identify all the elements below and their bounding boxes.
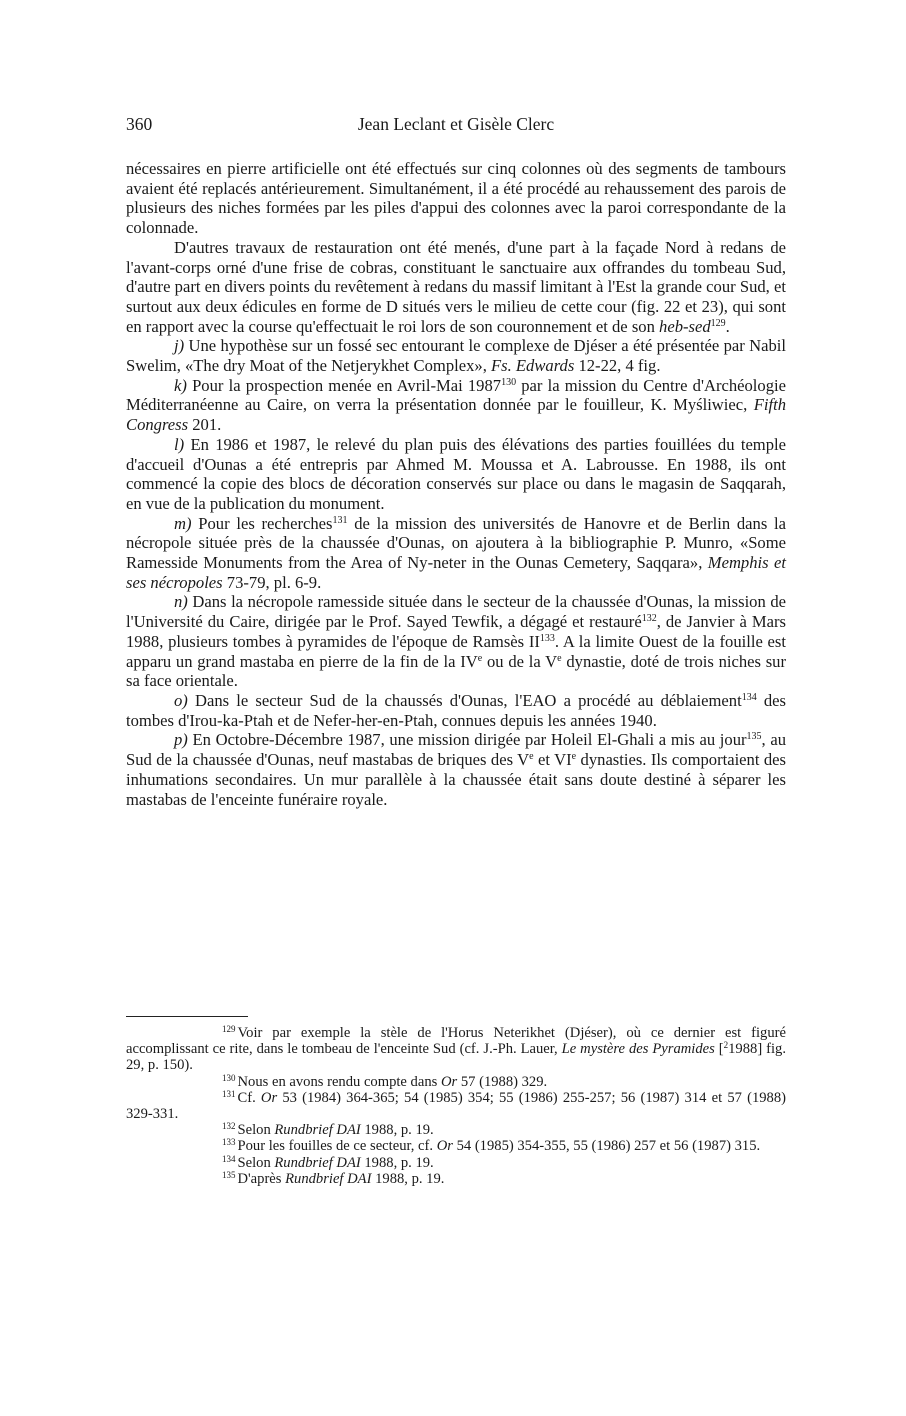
running-header xyxy=(126,114,786,140)
page-number: 360 xyxy=(126,114,153,134)
footnote-ref: 134 xyxy=(741,691,757,703)
footnotes xyxy=(126,1025,786,1187)
footnote: $^{132}$ Selon Rundbrief DAI 1988, p. 19. xyxy=(222,1121,434,1139)
footnote: $^{135}$ D'après Rundbrief DAI 1988, p. 19. xyxy=(222,1169,445,1187)
paragraph: D'autres travaux de restauration ont été menés, d'une part à la façade Nord à redans de l'avant-corps orné d'une frise de cobras, constituant le sanctuaire aux offrandes du tombeau Sud, d'autre part en divers points du revêtement à redans du massif limitant à l'Est la grande cour Sud, et surtout aux deux édicules en forme de D situés vers le milieu de cette cour (fig. 22 et 23), qui sont en rapport avec la course qu'effectuait le roi lors de son couronnement et de son heb-sed$^{129}$. xyxy=(126,237,786,336)
footnote-separator xyxy=(126,1016,248,1017)
footnote-ref: 131 xyxy=(332,514,348,526)
paragraph: l) En 1986 et 1987, le relevé du plan puis des élévations des parties fouillées du temple d'accueil d'Ounas a été entrepris par Ahmed M. Moussa et A. Labrousse. En 1988, ils ont commencé la copie des blocs de décoration conservés sur place ou dans le magasin de Saqqarah, en vue de la publication du monument. xyxy=(126,434,786,513)
footnote: $^{134}$ Selon Rundbrief DAI 1988, p. 19. xyxy=(222,1153,434,1171)
paragraph: j) Une hypothèse sur un fossé sec entourant le complexe de Djéser a été présentée par Nabil Swelim, «The dry Moat of the Netjerykhet Complex», Fs. Edwards 12-22, 4 fig. xyxy=(126,336,786,376)
paragraph: n) Dans la nécropole ramesside située dans le secteur de la chaussée d'Ounas, la mission de l'Université du Caire, dirigée par le Prof. Sayed Tewfik, a dégagé et restauré$^{132}$, de Janvier à Mars 1988, plusieurs tombes à pyramides de l'époque de Ramsès II$^{133}$. A la limite Ouest de la fouille est apparu un grand mastaba en pierre de la fin de la IVe ou de la Ve dynastie, doté de trois niches sur sa face orientale. xyxy=(126,592,786,691)
footnote: $^{133}$ Pour les fouilles de ce secteur, cf. Or 54 (1985) 354-355, 55 (1986) 257 et 56 (1987) 315. xyxy=(222,1137,761,1155)
footnote: $^{130}$ Nous en avons rendu compte dans Or 57 (1988) 329. xyxy=(222,1072,548,1090)
paragraph: nécessaires en pierre artificielle ont été effectués sur cinq colonnes où des segments de tambours avaient été replacés antérieurement. Simultanément, il a été procédé au rehaussement des parois de plusieurs des niches formées par les piles d'appui des colonnes avec la paroi correspondante de la colonnade. xyxy=(126,159,786,238)
footnote-ref: 130 xyxy=(501,376,517,388)
footnote-ref: 132 xyxy=(641,613,657,625)
paragraph: m) Pour les recherches$^{131}$ de la mission des universités de Hanovre et de Berlin dans la nécropole située près de la chaussée d'Ounas, on ajoutera à la bibliographie P. Munro, «Some Ramesside Monuments from the Area of Ny-neter in the Ounas Cemetery, Saqqara», Memphis et ses nécropoles 73-79, pl. 6-9. xyxy=(126,513,786,592)
paragraph: p) En Octobre-Décembre 1987, une mission dirigée par Holeil El-Ghali a mis au jour$^{135}$, au Sud de la chaussée d'Ounas, neuf mastabas de briques des Ve et VIe dynasties. Ils comportaient des inhumations secondaires. Un mur parallèle à la chaussée était sans doute destiné à séparer les mastabas de l'enceinte funéraire royale. xyxy=(126,730,787,809)
footnote-ref: 133 xyxy=(539,632,555,644)
footnote-ref: 129 xyxy=(710,317,726,329)
footnote: $^{129}$ Voir par exemple la stèle de l'Horus Neterikhet (Djéser), où ce dernier est figuré accomplissant ce rite, dans le tombeau de l'enceinte Sud (cf. J.-Ph. Lauer, Le mystère des Pyramides [$^2$1988] fig. 29, p. 150). xyxy=(126,1024,786,1074)
footnote-ref: 135 xyxy=(746,731,762,743)
paragraph: k) Pour la prospection menée en Avril-Mai 1987$^{130}$ par la mission du Centre d'Archéologie Méditerranéenne au Caire, on verra la présentation donnée par le fouilleur, K. Myśliwiec, Fifth Congress 201. xyxy=(126,375,786,435)
paragraph: o) Dans le secteur Sud de la chaussés d'Ounas, l'EAO a procédé au déblaiement$^{134}$ des tombes d'Irou-ka-Ptah et de Nefer-her-en-Ptah, connues depuis les années 1940. xyxy=(126,690,786,730)
running-title: Jean Leclant et Gisèle Clerc xyxy=(357,114,555,134)
body-text xyxy=(126,159,786,809)
footnote: $^{131}$ Cf. Or 53 (1984) 364-365; 54 (1985) 354; 55 (1986) 255-257; 56 (1987) 314 et 57 (1988) 329-331. xyxy=(126,1088,786,1123)
